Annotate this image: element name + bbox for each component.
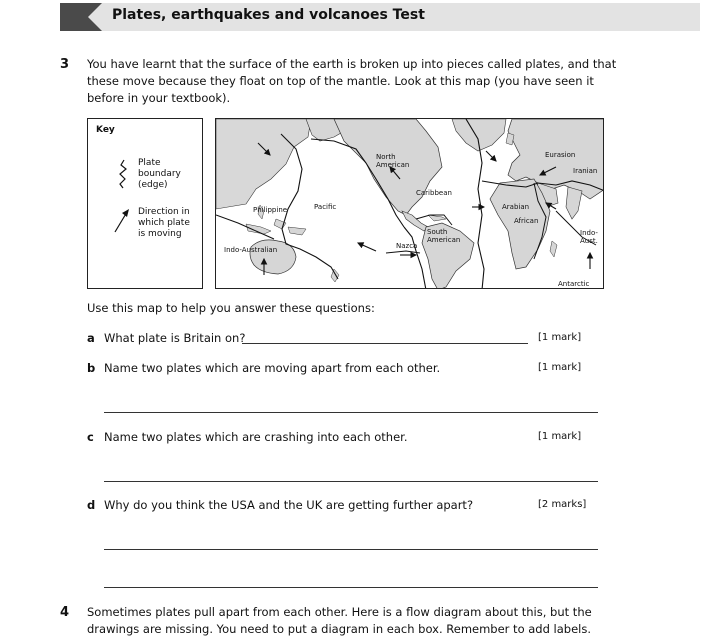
q4-line: Sometimes plates pull apart from each other. Here is a flow diagram about this, but the (87, 605, 592, 619)
label-caribbean: Caribbean (416, 189, 452, 197)
world-map-drawing (216, 119, 604, 289)
part-c-mark: [1 mark] (538, 431, 582, 442)
part-d-letter: d (87, 498, 96, 512)
answer-line-d1[interactable] (104, 549, 598, 550)
part-b-mark: [1 mark] (538, 362, 582, 373)
part-d-mark: [2 marks] (538, 499, 587, 510)
answer-line-c[interactable] (104, 481, 598, 482)
label-pacific: Pacific (314, 203, 337, 211)
map-instruction: Use this map to help you answer these questions: (87, 301, 375, 315)
arrow-icon (110, 207, 134, 235)
label-arabian: Arabian (502, 203, 530, 211)
part-a-question: What plate is Britain on? (104, 331, 246, 345)
label-south-american: South American (427, 228, 461, 244)
part-c-letter: c (87, 430, 94, 444)
question-3-number: 3 (60, 57, 70, 72)
label-north-american: North American (376, 153, 410, 169)
key-title: Key (96, 125, 115, 135)
key-boundary-label: Plate boundary (edge) (138, 158, 181, 190)
intro-line: before in your textbook). (87, 91, 231, 105)
plate-map (215, 118, 604, 289)
intro-line: You have learnt that the surface of the earth is broken up into pieces called plates, and that (87, 57, 617, 71)
label-iranian: Iranian (573, 167, 598, 175)
question-4-number: 4 (60, 605, 70, 620)
part-b-question: Name two plates which are moving apart from each other. (104, 361, 441, 375)
question-4-text (87, 604, 592, 638)
part-c-question: Name two plates which are crashing into each other. (104, 430, 408, 444)
answer-line-d2[interactable] (104, 587, 598, 588)
part-b-letter: b (87, 361, 96, 375)
plate-boundary-symbol (114, 159, 134, 189)
page-title: Plates, earthquakes and volcanoes Test (112, 7, 425, 23)
part-a-mark: [1 mark] (538, 332, 582, 343)
part-a-letter: a (87, 331, 95, 345)
map-key (87, 118, 203, 289)
label-african: African (514, 217, 539, 225)
label-indo-australian: Indo-Australian (224, 246, 278, 254)
label-indo-aust: Indo- Aust. (580, 229, 598, 245)
answer-line-a[interactable] (242, 343, 528, 344)
label-nazca: Nazca (396, 242, 418, 250)
q4-line: drawings are missing. You need to put a diagram in each box. Remember to add labels. (87, 622, 592, 636)
key-direction-label: Direction in which plate is moving (138, 207, 190, 239)
answer-line-b[interactable] (104, 412, 598, 413)
intro-line: these move because they float on top of the mantle. Look at this map (you have seen it (87, 74, 594, 88)
label-eurasion: Eurasion (545, 151, 576, 159)
question-3-intro (87, 56, 616, 107)
part-d-question: Why do you think the USA and the UK are getting further apart? (104, 498, 474, 512)
label-antarctic: Antarctic (558, 280, 590, 288)
label-philippine: Philippine (253, 206, 288, 214)
